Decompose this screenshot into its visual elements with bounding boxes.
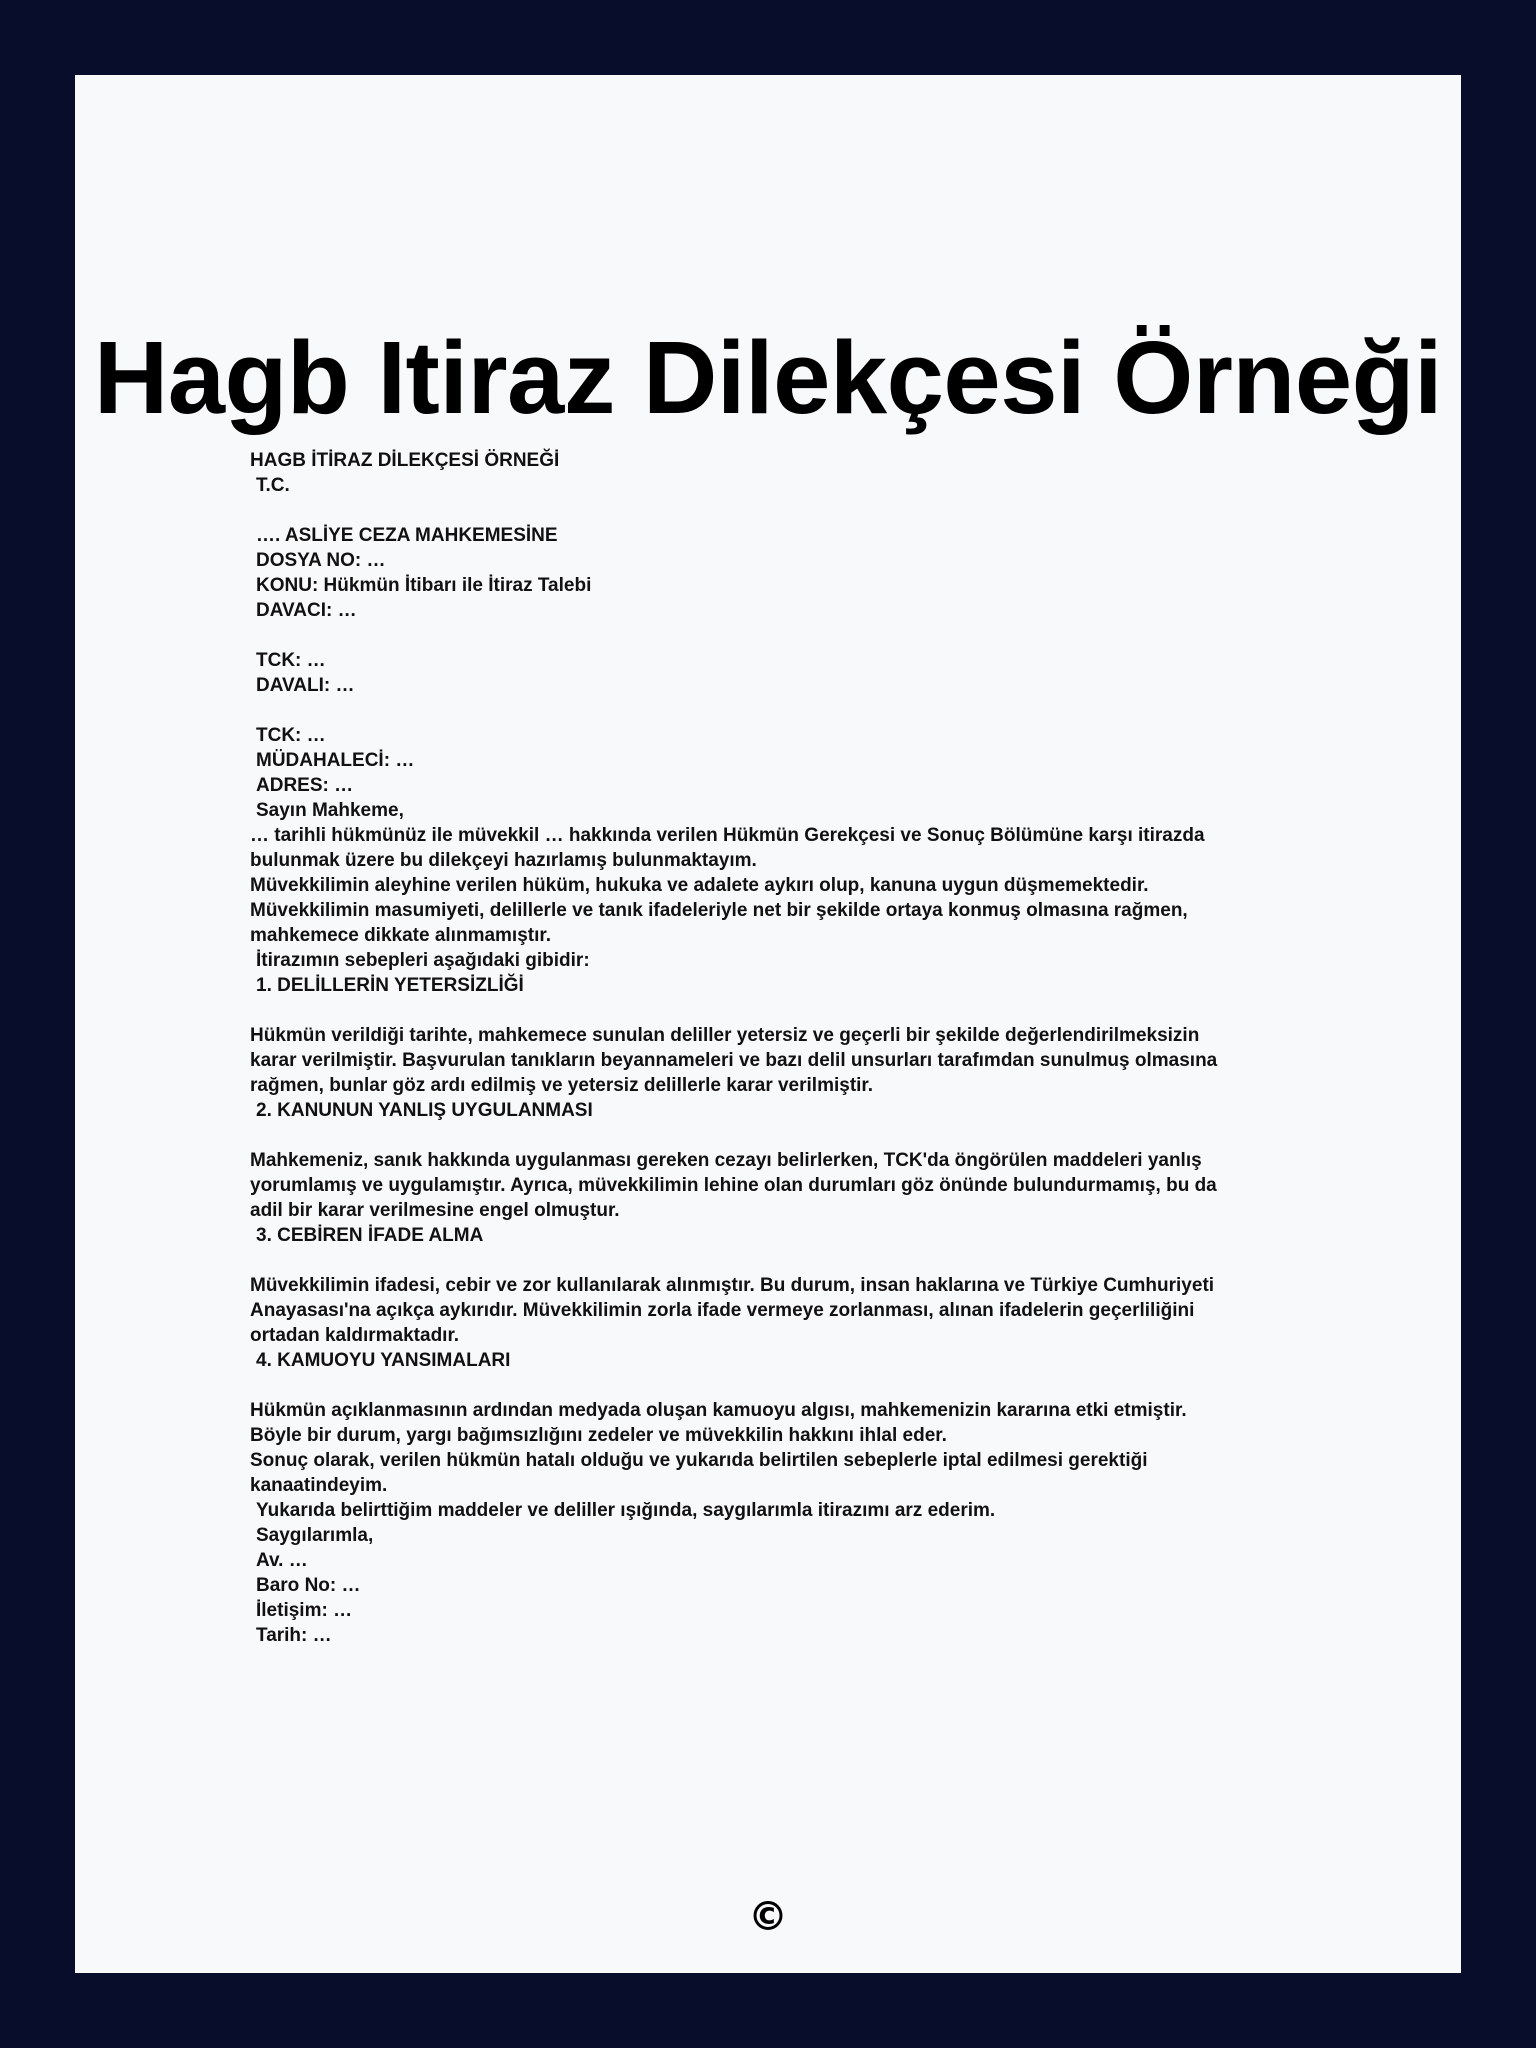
document-line: Müvekkilimin aleyhine verilen hüküm, hukuka ve adalete aykırı olup, kanuna uygun düşmemektedir. — [250, 875, 1149, 896]
document-line: Yukarıda belirttiğim maddeler ve deliller ışığında, saygılarımla itirazımı arz ederim. — [256, 1500, 996, 1521]
document-line: TCK: … — [256, 725, 326, 746]
document-line: rağmen, bunlar göz ardı edilmiş ve yetersiz delillerle karar verilmiştir. — [250, 1075, 874, 1096]
document-line: İletişim: … — [256, 1600, 353, 1621]
document-line: İtirazımın sebepleri aşağıdaki gibidir: — [256, 950, 590, 971]
document-line: bulunmak üzere bu dilekçeyi hazırlamış bulunmaktayım. — [250, 850, 757, 871]
document-line: … tarihli hükmünüz ile müvekkil … hakkında verilen Hükmün Gerekçesi ve Sonuç Bölümüne karşı itirazda — [250, 825, 1205, 846]
document-line: kanaatindeyim. — [250, 1475, 388, 1496]
document-line: DOSYA NO: … — [256, 550, 386, 571]
document-line: Sonuç olarak, verilen hükmün hatalı olduğu ve yukarıda belirtilen sebeplerle iptal edilmesi gerektiği — [250, 1450, 1148, 1471]
document-line: Müvekkilimin ifadesi, cebir ve zor kullanılarak alınmıştır. Bu durum, insan haklarına ve Türkiye Cumhuriyeti — [250, 1275, 1215, 1296]
blank-line — [250, 1123, 1370, 1148]
document-line: Av. … — [256, 1550, 308, 1571]
blank-line — [250, 1373, 1370, 1398]
document-line: Müvekkilimin masumiyeti, delillerle ve tanık ifadeleriyle net bir şekilde ortaya konmuş olmasına rağmen, — [250, 900, 1188, 921]
blank-line — [250, 623, 1370, 648]
document-page — [75, 75, 1461, 1973]
page-title: Hagb Itiraz Dilekçesi Örneği — [93, 320, 1443, 435]
document-line: Baro No: … — [256, 1575, 361, 1596]
document-line: T.C. — [256, 475, 290, 496]
document-line: Mahkemeniz, sanık hakkında uygulanması gereken cezayı belirlerken, TCK'da öngörülen maddeleri yanlış — [250, 1150, 1202, 1171]
document-line: 3. CEBİREN İFADE ALMA — [256, 1225, 484, 1246]
document-line: Böyle bir durum, yargı bağımsızlığını zedeler ve müvekkilin hakkını ihlal eder. — [250, 1425, 947, 1446]
copyright-icon: © — [748, 1894, 788, 1940]
document-line: Anayasası'na açıkça aykırıdır. Müvekkilimin zorla ifade vermeye zorlanması, alınan ifadelerin geçerliliğini — [250, 1300, 1195, 1321]
blank-line — [250, 498, 1370, 523]
document-line: …. ASLİYE CEZA MAHKEMESİNE — [256, 525, 558, 546]
document-line: Tarih: … — [256, 1625, 332, 1646]
document-line: Saygılarımla, — [256, 1525, 374, 1546]
document-line: DAVACI: … — [256, 600, 357, 621]
document-line: Hükmün verildiği tarihte, mahkemece sunulan deliller yetersiz ve geçerli bir şekilde değerlendirilmeksizin — [250, 1025, 1200, 1046]
petition-body — [250, 448, 1370, 1648]
blank-line — [250, 698, 1370, 723]
document-line: mahkemece dikkate alınmamıştır. — [250, 925, 551, 946]
document-line: ADRES: … — [256, 775, 354, 796]
document-line: 4. KAMUOYU YANSIMALARI — [256, 1350, 511, 1371]
document-line: 2. KANUNUN YANLIŞ UYGULANMASI — [256, 1100, 593, 1121]
blank-line — [250, 998, 1370, 1023]
document-line: 1. DELİLLERİN YETERSİZLİĞİ — [256, 975, 524, 996]
document-line: MÜDAHALECİ: … — [256, 750, 415, 771]
document-line: HAGB İTİRAZ DİLEKÇESİ ÖRNEĞİ — [250, 450, 560, 471]
blank-line — [250, 1248, 1370, 1273]
document-line: adil bir karar verilmesine engel olmuştur. — [250, 1200, 620, 1221]
document-line: Sayın Mahkeme, — [256, 800, 404, 821]
document-line: Hükmün açıklanmasının ardından medyada oluşan kamuoyu algısı, mahkemenizin kararına etki etmiştir. — [250, 1400, 1187, 1421]
document-line: yorumlamış ve uygulamıştır. Ayrıca, müvekkilimin lehine olan durumları göz önünde bulundurmamış, bu da — [250, 1175, 1217, 1196]
document-line: ortadan kaldırmaktadır. — [250, 1325, 460, 1346]
document-line: karar verilmiştir. Başvurulan tanıkların beyannameleri ve bazı delil unsurları tarafımdan sunulmuş olmasına — [250, 1050, 1218, 1071]
document-line: DAVALI: … — [256, 675, 355, 696]
document-line: KONU: Hükmün İtibarı ile İtiraz Talebi — [256, 575, 592, 596]
document-line: TCK: … — [256, 650, 326, 671]
